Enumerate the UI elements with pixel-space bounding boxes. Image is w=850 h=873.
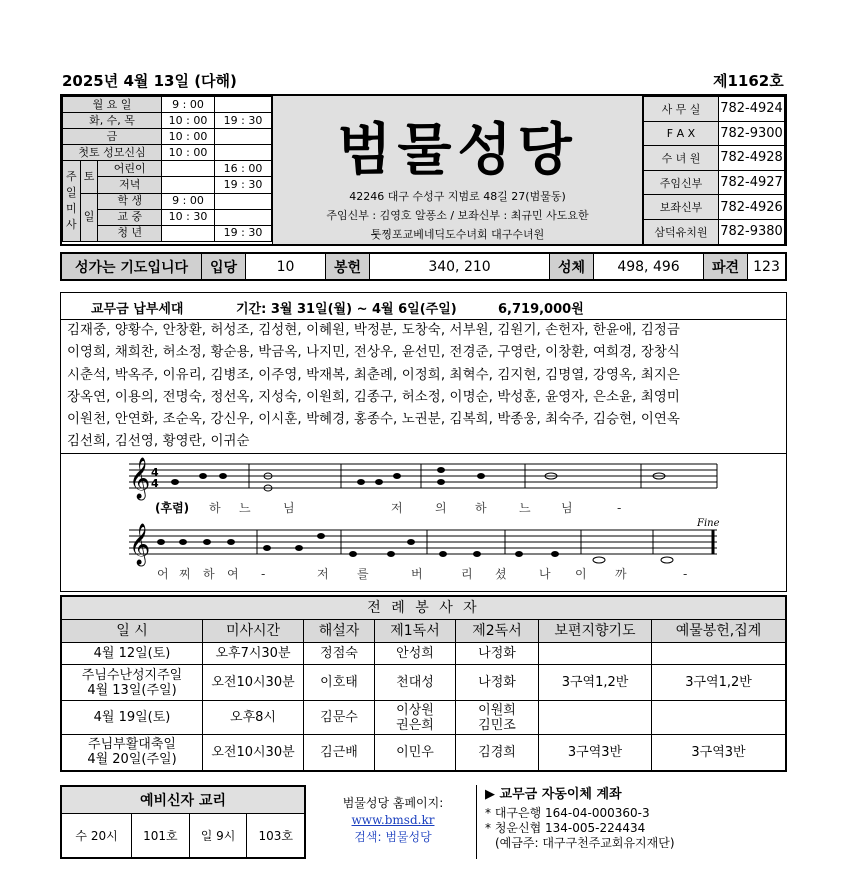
cell-time: 오후7시30분: [203, 643, 304, 665]
cell-reading1: 천대성: [375, 665, 456, 701]
cell-offering: 3구역3반: [652, 735, 787, 771]
schedule-time: 9 : 00: [162, 193, 215, 209]
contact-phone: 782-4924: [719, 97, 785, 122]
website-search: 검색: 범물성당: [354, 830, 432, 844]
notes-1: [171, 467, 665, 491]
music-score: [61, 453, 786, 592]
cell-time: 오후8시: [203, 701, 304, 735]
column-header: 제1독서: [375, 620, 456, 643]
schedule-time: [215, 145, 272, 161]
schedule-time: [215, 209, 272, 225]
cell-reading2: [456, 701, 539, 735]
reader-name: 이원희: [478, 702, 516, 718]
names-line: 이원천, 안연화, 조순옥, 강신우, 이시훈, 박혜경, 홍종수, 노권분, 김복희, 박종웅, 최숙주, 김승현, 이연옥: [67, 412, 680, 428]
lyric: 찌: [179, 567, 191, 581]
column-header: 일 시: [61, 620, 203, 643]
names-line: 이영희, 채희찬, 허소정, 황순용, 박금옥, 나지민, 전상우, 윤선민, 전경준, 구영란, 이창환, 여희경, 장창식: [67, 345, 680, 361]
contact-label: 보좌신부: [644, 195, 719, 220]
schedule-time: 16 : 00: [215, 161, 272, 177]
column-header: 해설자: [304, 620, 375, 643]
staff-lines-2: [129, 530, 717, 554]
date-line: 4월 20일(주일): [87, 752, 177, 768]
time-sig-top: 4: [151, 466, 159, 479]
fine-mark: Fine: [697, 518, 720, 529]
cell-date: [61, 665, 203, 701]
reader-name: 김민조: [478, 717, 516, 733]
cell-commentator: 정점숙: [304, 643, 375, 665]
lyric: 하: [475, 501, 487, 515]
schedule-time: 19 : 30: [215, 225, 272, 241]
liturgical-servers-section: [60, 595, 787, 772]
contact-phone: 782-4927: [719, 170, 785, 195]
contact-phone: 782-9380: [719, 219, 785, 244]
refrain-label: (후렴): [155, 501, 190, 515]
offertory-label: 봉헌: [326, 254, 370, 279]
names-line: 장옥연, 이용의, 전명숙, 정선옥, 지성숙, 이원희, 김종구, 허소정, 이명순, 박성훈, 윤영자, 은소윤, 최영미: [67, 389, 680, 405]
treble-clef-icon: 𝄞: [129, 458, 151, 499]
contact-phone: 782-4928: [719, 146, 785, 171]
reader-name: 권은희: [396, 717, 434, 733]
bank-transfer-info: [476, 785, 787, 859]
cell-reading2: 김경희: [456, 735, 539, 771]
cell-commentator: 김근배: [304, 735, 375, 771]
cell-reading1: 안성희: [375, 643, 456, 665]
lyric: 이: [575, 567, 587, 581]
schedule-time: [162, 225, 215, 241]
cell-offering: 3구역1,2반: [652, 665, 787, 701]
cell-reading1: [375, 701, 456, 735]
cell-prayer: 3구역1,2반: [539, 665, 652, 701]
lyric: 어: [157, 567, 169, 581]
contact-table: [643, 96, 785, 245]
dismissal-label: 파견: [704, 254, 748, 279]
lyric: 느: [519, 501, 531, 515]
names-line: 김선희, 김선영, 황영란, 이귀순: [67, 434, 250, 450]
date-line: 주님부활대축일: [88, 737, 176, 753]
names-line: 시춘석, 박옥주, 이유리, 김병조, 이주영, 박재복, 최춘례, 이정희, 최혁수, 김지현, 김명열, 강영옥, 최지은: [67, 367, 680, 383]
website-label: 범물성당 홈페이지:: [342, 796, 444, 810]
lyric: -: [683, 567, 688, 581]
schedule-time: [215, 97, 272, 113]
church-address: 42246 대구 수성구 지범로 48길 27(범물동): [349, 190, 566, 203]
catechumen-box: [60, 785, 306, 859]
table-row: [61, 643, 786, 665]
servers-title: 전 례 봉 사 자: [61, 596, 786, 620]
music-staff-svg: [61, 454, 786, 592]
lyric: 여: [227, 567, 239, 581]
prayer-slogan: 성가는 기도입니다: [62, 254, 202, 279]
table-row: [61, 665, 786, 701]
dismissal-value: 123: [753, 258, 780, 275]
column-header: 미사시간: [203, 620, 304, 643]
lyric: 하: [209, 501, 221, 515]
tithe-header: [61, 293, 786, 320]
church-sisters: 툿찡포교베네딕도수녀회 대구수녀원: [370, 228, 545, 241]
cell-date: 4월 12일(토): [61, 643, 203, 665]
date-line: 주님수난성지주일: [81, 667, 183, 683]
hymn-numbers-bar: [60, 252, 787, 281]
schedule-time: [162, 161, 215, 177]
bank-holder: (예금주: 대구구천주교회유지재단): [495, 836, 675, 850]
lyric: 셨: [495, 567, 507, 581]
schedule-day: 월 요 일: [63, 97, 162, 113]
lyric: 님: [283, 501, 295, 515]
lyric: 느: [239, 501, 251, 515]
cell-date: [61, 735, 203, 771]
staff-lines-1: [129, 464, 717, 488]
cell-commentator: 이호태: [304, 665, 375, 701]
schedule-time: 10 : 30: [162, 209, 215, 225]
cell-date: 4월 19일(토): [61, 701, 203, 735]
entry-label: 입당: [202, 254, 246, 279]
catechumen-cell: 수 20시: [62, 814, 132, 858]
offertory-value: 340, 210: [370, 254, 550, 279]
communion-value: 498, 496: [594, 254, 704, 279]
sunday-mass-char: 주: [66, 170, 77, 184]
church-title-box: [272, 96, 643, 244]
bulletin-date: 2025년 4월 13일 (다해): [62, 72, 237, 90]
catechumen-table: [61, 786, 305, 858]
church-title: 범물성당: [337, 118, 578, 183]
schedule-day: 첫토 성모신심: [63, 145, 162, 161]
header-block: [60, 94, 787, 246]
column-header: 제2독서: [456, 620, 539, 643]
website-link[interactable]: www.bmsd.kr: [351, 813, 435, 827]
table-row: [61, 735, 786, 771]
saturday-label: 토: [80, 161, 98, 193]
cell-reading2: 나정화: [456, 665, 539, 701]
tithe-payments-section: [60, 292, 787, 592]
sunday-mass-label: [63, 161, 81, 241]
lyric: 나: [539, 567, 551, 581]
schedule-day: 금: [63, 129, 162, 145]
contact-phone: 782-9300: [719, 121, 785, 146]
communion-label: 성체: [550, 254, 594, 279]
time-sig-bottom: 4: [151, 477, 159, 490]
cell-prayer: 3구역3반: [539, 735, 652, 771]
schedule-time: 10 : 00: [162, 145, 215, 161]
sunday-mass-char: 일: [66, 186, 77, 200]
lyric: 저: [317, 567, 329, 581]
contact-label: F A X: [644, 121, 719, 146]
contact-phone: 782-4926: [719, 195, 785, 220]
schedule-mass-name: 학 생: [98, 193, 162, 209]
schedule-time: 9 : 00: [162, 97, 215, 113]
mass-schedule: [62, 96, 272, 242]
schedule-mass-name: 어린이: [98, 161, 162, 177]
column-header: 보편지향기도: [539, 620, 652, 643]
contact-label: 수 녀 원: [644, 146, 719, 171]
tithe-heading: 교무금 납부세대: [91, 302, 184, 317]
cell-prayer: [539, 643, 652, 665]
cell-reading2: 나정화: [456, 643, 539, 665]
column-header: 예물봉헌,집계: [652, 620, 787, 643]
cell-prayer: [539, 701, 652, 735]
lyric: 님: [561, 501, 573, 515]
schedule-time: 19 : 30: [215, 177, 272, 193]
lyric: 버: [411, 567, 423, 581]
lyric: 하: [203, 567, 215, 581]
tithe-names: [67, 320, 782, 454]
catechumen-cell: 101호: [132, 814, 190, 858]
catechumen-cell: 일 9시: [189, 814, 247, 858]
tithe-period: 기간: 3월 31일(월) ~ 4월 6일(주일): [236, 302, 457, 317]
cell-commentator: 김문수: [304, 701, 375, 735]
cell-offering: [652, 643, 787, 665]
lyric: 저: [391, 501, 403, 515]
lyric: 의: [435, 501, 447, 515]
lyric: -: [261, 567, 266, 581]
church-priests: 주임신부 : 김영호 알퐁소 / 보좌신부 : 최규민 사도요한: [326, 209, 589, 222]
schedule-time: 19 : 30: [215, 113, 272, 129]
lyric: 리: [461, 567, 473, 581]
cell-offering: [652, 701, 787, 735]
lyric: -: [617, 501, 622, 515]
sunday-mass-char: 사: [66, 218, 77, 232]
schedule-mass-name: 청 년: [98, 225, 162, 241]
date-line: 4월 13일(주일): [87, 682, 177, 698]
lyric: 를: [357, 567, 369, 581]
issue-number: 제1162호: [713, 72, 784, 90]
contact-label: 사 무 실: [644, 97, 719, 122]
tithe-amount: 6,719,000원: [498, 302, 584, 317]
sunday-mass-char: 미: [66, 202, 77, 216]
schedule-day: 화, 수, 목: [63, 113, 162, 129]
schedule-mass-name: 저녁: [98, 177, 162, 193]
lyric: 까: [615, 567, 627, 581]
cell-time: 오전10시30분: [203, 665, 304, 701]
bank-line: * 청운신협 134-005-224434: [485, 821, 646, 835]
catechumen-cell: 103호: [247, 814, 305, 858]
bank-line: * 대구은행 164-04-000360-3: [485, 806, 650, 820]
lyrics-1: [209, 500, 621, 515]
cell-time: 오전10시30분: [203, 735, 304, 771]
table-row: [61, 701, 786, 735]
cell-reading1: 이민우: [375, 735, 456, 771]
sunday-label: 일: [80, 193, 98, 241]
schedule-time: [215, 193, 272, 209]
servers-table: [60, 595, 787, 772]
names-line: 김재중, 양황수, 안창환, 허성조, 김성현, 이혜원, 박정분, 도창숙, 서부원, 김원기, 손헌자, 한윤애, 김정금: [67, 323, 680, 338]
treble-clef-icon: 𝄞: [129, 524, 151, 565]
schedule-time: [162, 177, 215, 193]
lyrics-2: [157, 566, 687, 581]
bank-title: ▶ 교무금 자동이체 계좌: [485, 787, 622, 802]
catechumen-title: 예비신자 교리: [62, 787, 305, 814]
contact-label: 삼덕유치원: [644, 219, 719, 244]
schedule-time: 10 : 00: [162, 129, 215, 145]
website-info: [333, 795, 453, 846]
entry-value: 10: [246, 254, 326, 279]
schedule-mass-name: 교 중: [98, 209, 162, 225]
reader-name: 이상원: [396, 702, 434, 718]
schedule-time: 10 : 00: [162, 113, 215, 129]
schedule-time: [215, 129, 272, 145]
contact-label: 주임신부: [644, 170, 719, 195]
